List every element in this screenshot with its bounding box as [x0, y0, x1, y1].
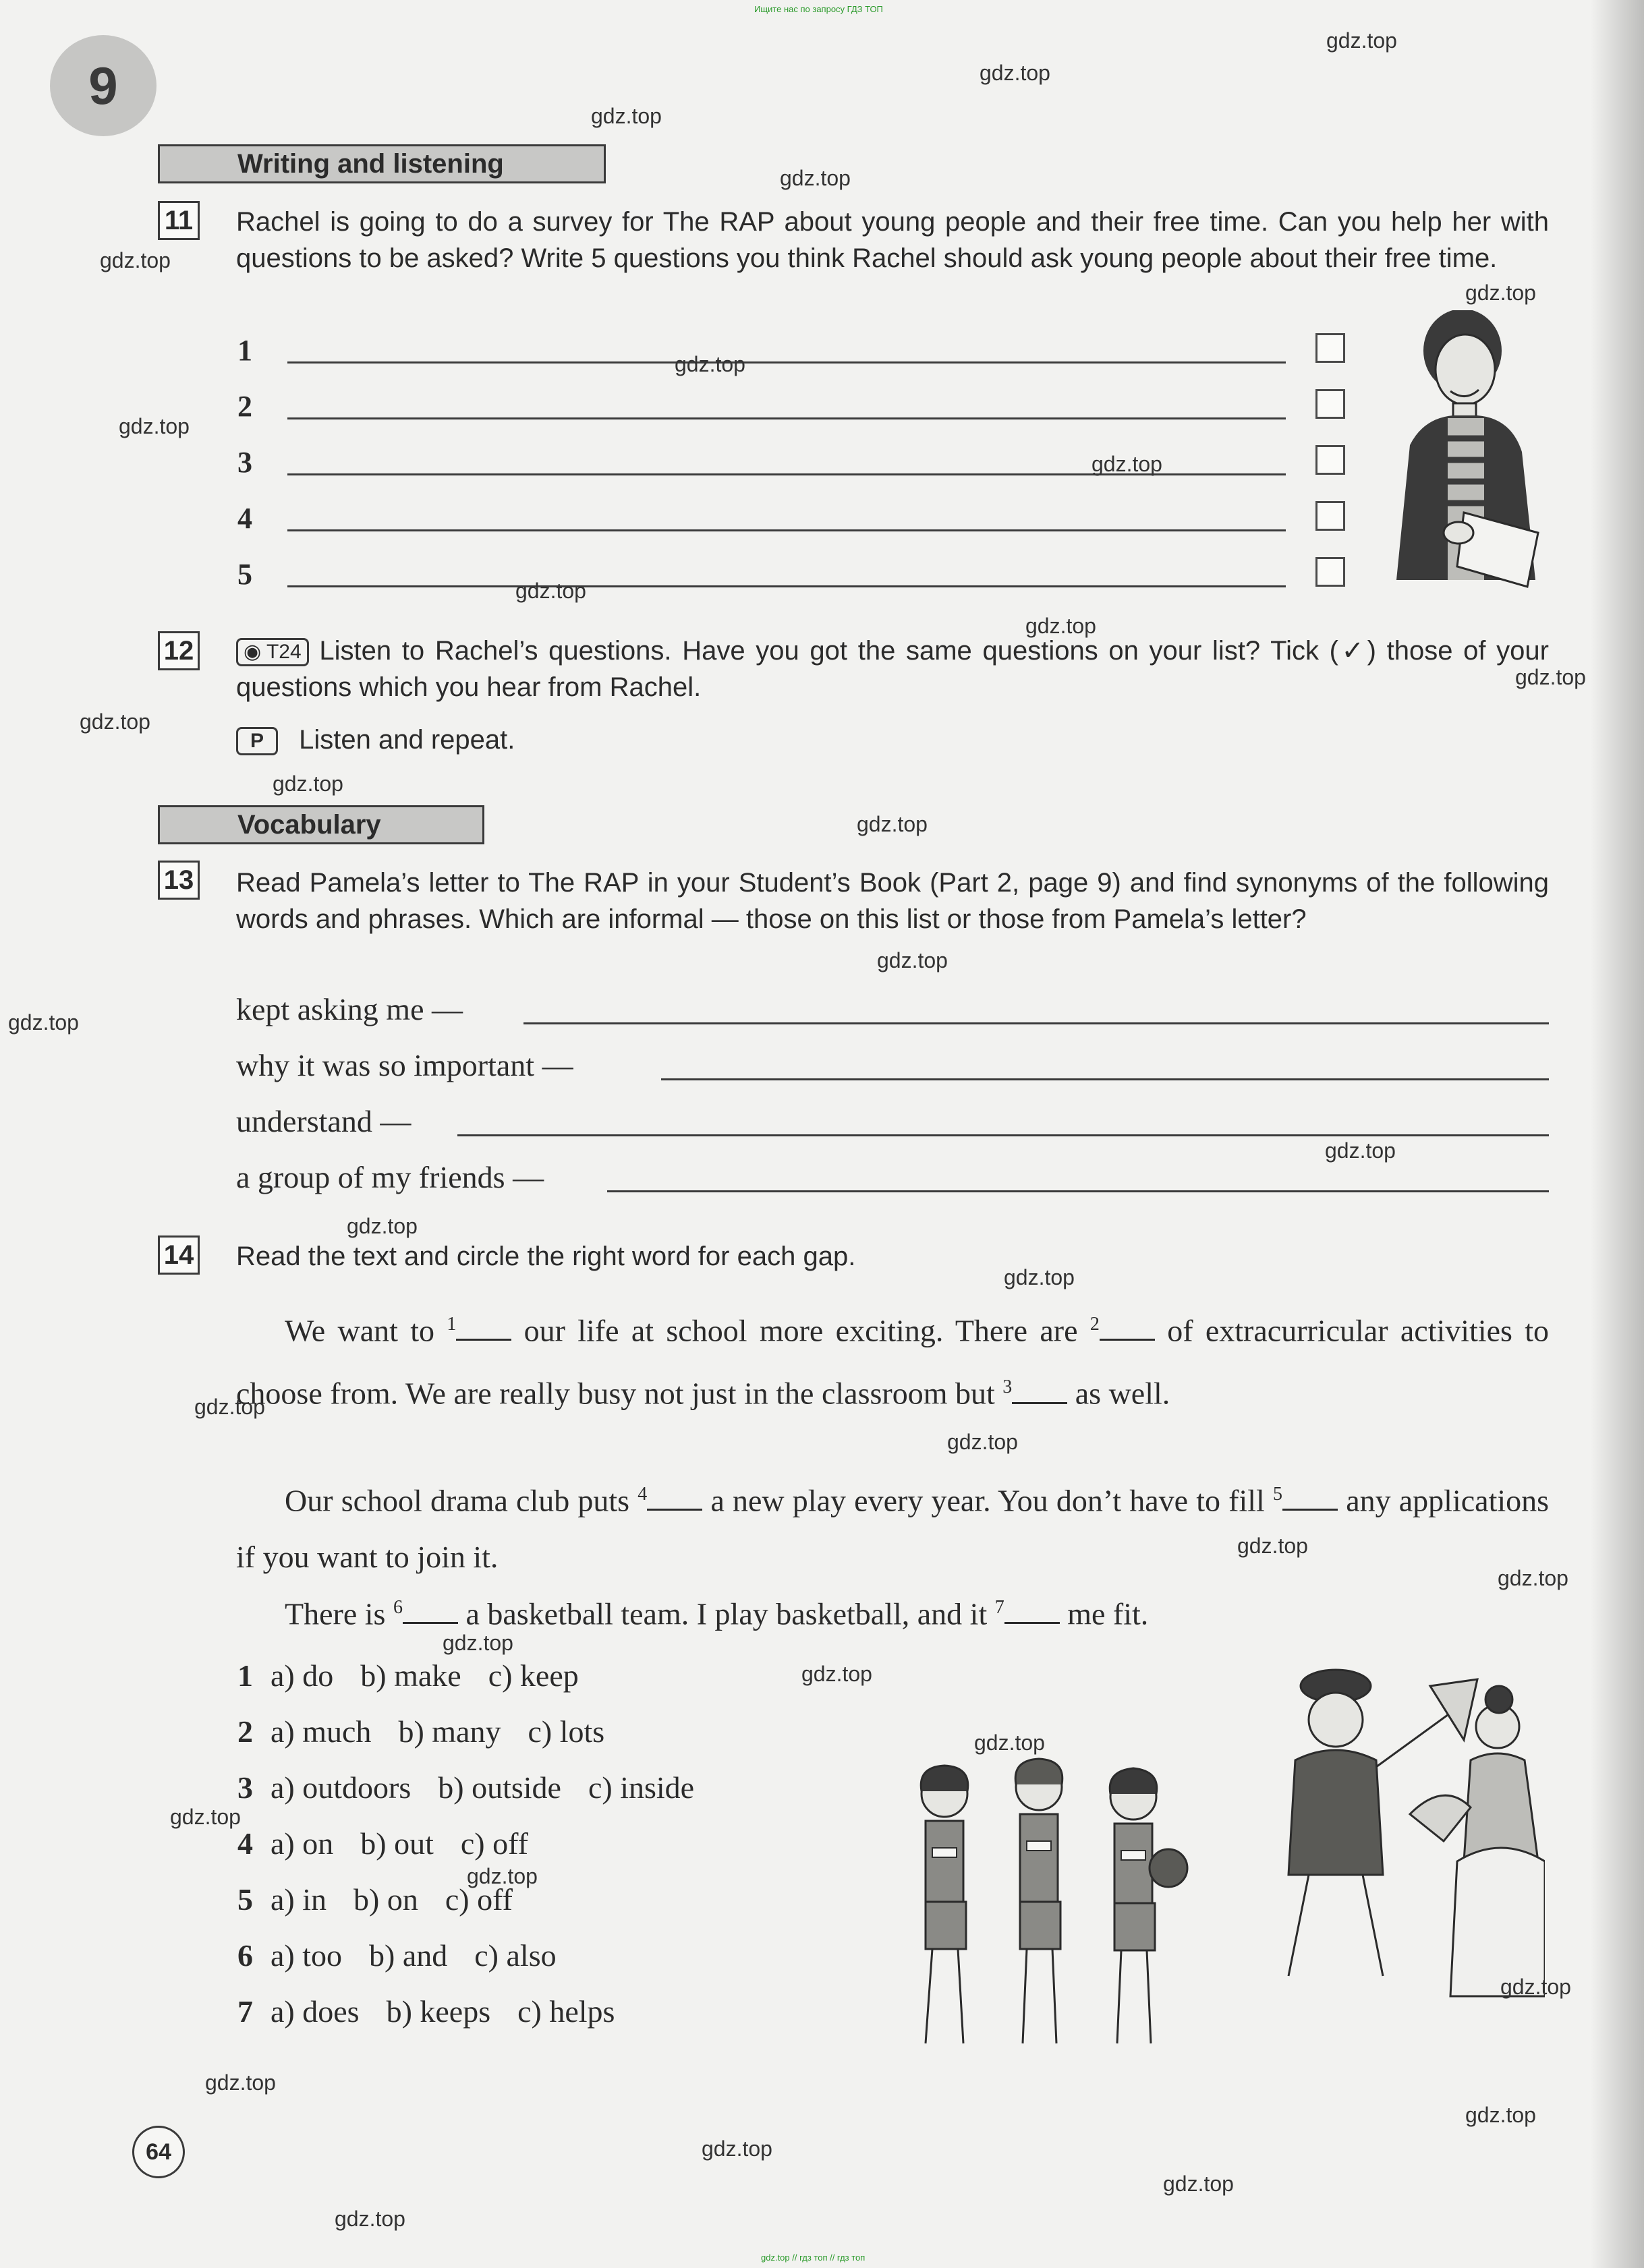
- question-number: 5: [237, 558, 252, 591]
- option-row-6: 6 a) too b) and c) also: [237, 1938, 557, 1973]
- gap-5[interactable]: [1282, 1488, 1338, 1511]
- top-note: Ищите нас по запросу ГДЗ ТОП: [754, 4, 883, 14]
- gap-2[interactable]: [1100, 1318, 1155, 1341]
- synonym-line-3[interactable]: [457, 1132, 1549, 1136]
- option-b[interactable]: b) keeps: [386, 1994, 491, 2029]
- exercise-11-instruction: Rachel is going to do a survey for The RAP about young people and their free time. Can you help her with questions to be asked? Write 5 questions you think Rachel should ask young people about their free time.: [236, 207, 1549, 273]
- option-row-2: 2 a) much b) many c) lots: [237, 1714, 605, 1749]
- exercise-12-number: 12: [158, 631, 200, 670]
- option-b[interactable]: b) make: [360, 1658, 461, 1693]
- p-badge: P: [236, 727, 278, 755]
- watermark: gdz.top: [515, 579, 586, 603]
- watermark: gdz.top: [194, 1395, 265, 1419]
- watermark: gdz.top: [675, 352, 745, 376]
- watermark: gdz.top: [1326, 28, 1397, 53]
- option-b[interactable]: b) out: [360, 1826, 434, 1861]
- watermark: gdz.top: [801, 1662, 872, 1686]
- option-row-7: 7 a) does b) keeps c) helps: [237, 1994, 615, 2029]
- question-number: 2: [237, 390, 252, 423]
- answer-line-4[interactable]: [287, 498, 1286, 531]
- gap-4[interactable]: [647, 1488, 702, 1511]
- synonym-item-3: understand —: [236, 1104, 412, 1138]
- watermark: gdz.top: [1465, 281, 1536, 305]
- option-c[interactable]: c) lots: [528, 1714, 605, 1749]
- page-edge-shadow: [1590, 0, 1644, 2268]
- watermark: gdz.top: [100, 248, 171, 272]
- watermark: gdz.top: [780, 166, 851, 190]
- watermark: gdz.top: [1025, 614, 1096, 638]
- synonym-item-1: kept asking me —: [236, 992, 463, 1026]
- watermark: gdz.top: [119, 414, 190, 438]
- synonym-line-1[interactable]: [523, 1020, 1549, 1024]
- option-a[interactable]: a) in: [271, 1882, 327, 1917]
- text-paragraph-1: We want to $^1$ our life at school more exciting. There are $^2$ of extracurricular activities to choose from. We are really busy not just in the classroom but $^3$ as well.: [236, 1313, 1550, 1411]
- section-vocabulary: Vocabulary: [158, 805, 484, 844]
- watermark: gdz.top: [1465, 2103, 1536, 2127]
- option-b[interactable]: b) outside: [438, 1770, 561, 1805]
- exercise-12-instruction: [236, 633, 1549, 705]
- watermark: gdz.top: [1325, 1138, 1396, 1163]
- watermark: gdz.top: [857, 812, 928, 836]
- watermark: gdz.top: [947, 1430, 1018, 1454]
- gap-6[interactable]: [403, 1602, 458, 1624]
- watermark: gdz.top: [443, 1631, 513, 1655]
- option-c[interactable]: c) off: [460, 1826, 528, 1861]
- exercise-12-repeat: [236, 722, 515, 758]
- option-a[interactable]: a) do: [271, 1658, 334, 1693]
- watermark: gdz.top: [273, 772, 343, 796]
- page-number: 64: [132, 2126, 185, 2178]
- tick-box-5[interactable]: [1315, 557, 1345, 587]
- watermark: gdz.top: [170, 1805, 241, 1829]
- watermark: gdz.top: [1004, 1265, 1075, 1289]
- synonym-item-2: why it was so important —: [236, 1048, 573, 1082]
- watermark: gdz.top: [467, 1864, 538, 1888]
- tick-box-1[interactable]: [1315, 333, 1345, 363]
- option-c[interactable]: c) inside: [588, 1770, 695, 1805]
- exercise-14-number: 14: [158, 1235, 200, 1275]
- watermark: gdz.top: [335, 2207, 405, 2231]
- watermark: gdz.top: [347, 1214, 418, 1238]
- basketball-girls-illustration: [890, 1753, 1201, 2064]
- tick-box-2[interactable]: [1315, 389, 1345, 419]
- watermark: gdz.top: [1237, 1534, 1308, 1558]
- watermark: gdz.top: [8, 1010, 79, 1035]
- watermark: gdz.top: [80, 709, 150, 734]
- option-a[interactable]: a) too: [271, 1938, 343, 1973]
- section-writing-listening: Writing and listening: [158, 144, 606, 183]
- gap-3[interactable]: [1012, 1382, 1067, 1404]
- synonym-line-4[interactable]: [607, 1188, 1549, 1192]
- watermark: gdz.top: [1500, 1975, 1571, 1999]
- option-c[interactable]: c) helps: [517, 1994, 615, 2029]
- exercise-14-instruction: Read the text and circle the right word for each gap.: [236, 1242, 856, 1271]
- synonym-item-4: a group of my friends —: [236, 1160, 544, 1194]
- option-b[interactable]: b) many: [398, 1714, 501, 1749]
- tick-box-3[interactable]: [1315, 445, 1345, 475]
- exercise-11-number: 11: [158, 201, 200, 240]
- listen-repeat-text: Listen and repeat.: [299, 725, 515, 755]
- question-number: 1: [237, 334, 252, 367]
- option-row-1: 1 a) do b) make c) keep: [237, 1658, 579, 1693]
- bottom-note: gdz.top // гдз топ // гдз топ: [761, 2252, 866, 2263]
- question-number: 4: [237, 502, 252, 535]
- option-c[interactable]: c) also: [474, 1938, 557, 1973]
- watermark: gdz.top: [1092, 452, 1162, 476]
- drama-club-illustration: [1248, 1659, 1545, 2010]
- tick-box-4[interactable]: [1315, 501, 1345, 531]
- watermark: gdz.top: [1498, 1566, 1568, 1590]
- exercise-12-text: Listen to Rachel’s questions. Have you got the same questions on your list? Tick (✓) those of your questions which you hear from Rachel.: [236, 636, 1549, 702]
- option-c[interactable]: c) keep: [488, 1658, 579, 1693]
- gap-1[interactable]: [456, 1318, 511, 1341]
- watermark: gdz.top: [1163, 2172, 1234, 2196]
- option-c[interactable]: c) off: [445, 1882, 513, 1917]
- synonym-line-2[interactable]: [661, 1076, 1549, 1080]
- option-b[interactable]: b) on: [353, 1882, 418, 1917]
- exercise-13-number: 13: [158, 861, 200, 900]
- option-a[interactable]: a) outdoors: [271, 1770, 412, 1805]
- watermark: gdz.top: [980, 61, 1050, 85]
- exercise-13-instruction: Read Pamela’s letter to The RAP in your Student’s Book (Part 2, page 9) and find synonyms of the following words and phrases. Which are informal — those on this list or those from Pamela’s letter?: [236, 868, 1549, 934]
- boy-illustration: [1383, 310, 1545, 593]
- gap-7[interactable]: [1004, 1602, 1060, 1624]
- watermark: gdz.top: [205, 2070, 276, 2095]
- option-row-5: 5 a) in b) on c) off: [237, 1882, 513, 1917]
- watermark: gdz.top: [1515, 665, 1586, 689]
- option-row-3: 3 a) outdoors b) outside c) inside: [237, 1770, 695, 1805]
- question-number: 3: [237, 446, 252, 479]
- option-row-4: 4 a) on b) out c) off: [237, 1826, 528, 1861]
- text-paragraph-2: Our school drama club puts $^4$ a new play every year. You don’t have to fill $^5$ any applications if you want to join it.: [236, 1483, 1550, 1575]
- audio-track-badge[interactable]: ◉ T24: [236, 638, 309, 666]
- option-a[interactable]: a) on: [271, 1826, 334, 1861]
- answer-line-2[interactable]: [287, 386, 1286, 419]
- watermark: gdz.top: [591, 104, 662, 128]
- watermark: gdz.top: [877, 948, 948, 972]
- watermark: gdz.top: [974, 1731, 1045, 1755]
- option-a[interactable]: a) much: [271, 1714, 372, 1749]
- option-a[interactable]: a) does: [271, 1994, 360, 2029]
- answer-line-1[interactable]: [287, 330, 1286, 364]
- text-paragraph-3: There is $^6$ a basketball team. I play basketball, and it $^7$ me fit.: [285, 1596, 1149, 1631]
- watermark: gdz.top: [702, 2136, 772, 2161]
- unit-number-badge: 9: [50, 35, 157, 136]
- audio-track-label: T24: [266, 641, 302, 664]
- option-b[interactable]: b) and: [369, 1938, 448, 1973]
- answer-line-5[interactable]: [287, 554, 1286, 587]
